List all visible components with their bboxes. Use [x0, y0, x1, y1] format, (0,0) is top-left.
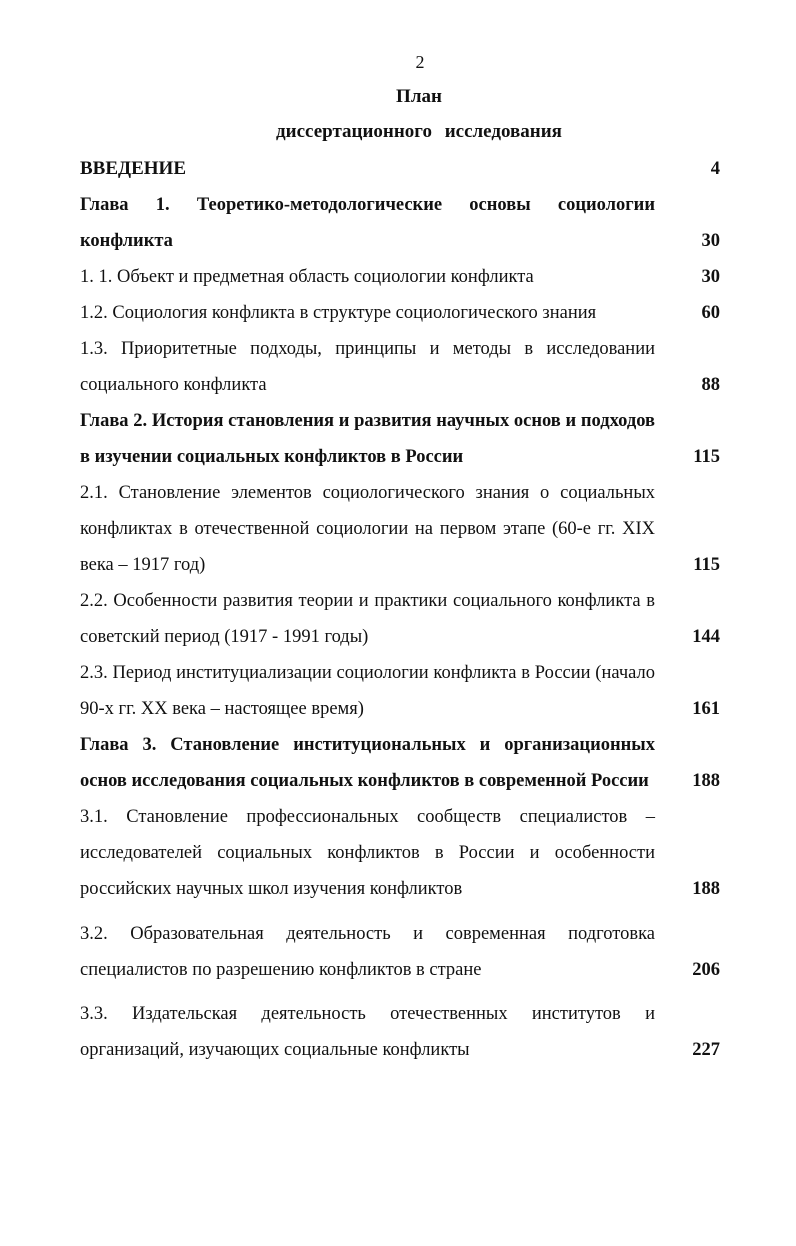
toc-entry-chapter-3 [80, 727, 720, 799]
toc-entry-page: 115 [693, 555, 720, 575]
toc-entry-page: 30 [701, 267, 720, 287]
toc-entry-page: 30 [701, 231, 720, 251]
toc-entry-page: 161 [692, 699, 720, 719]
toc-entry-section-1-2 [80, 295, 720, 331]
toc-entry-introduction [80, 151, 720, 187]
toc-entry-text: 3.2. Образовательная деятельность и современная подготовка специалистов по разрешению конфликтов в стране [80, 924, 655, 980]
toc-entry-text: Глава 3. Становление институциональных и организационных основ исследования социальных конфликтов в современной России [80, 735, 655, 791]
toc-entry-page: 188 [692, 771, 720, 791]
toc-entry-page: 60 [701, 303, 720, 323]
toc-entry-text: 1.2. Социология конфликта в структуре социологического знания [80, 303, 597, 323]
toc-entry-text: 2.2. Особенности развития теории и практики социального конфликта в советский период (1917 - 1991 годы) [80, 591, 655, 647]
toc-entry-text: ВВЕДЕНИЕ [80, 158, 186, 179]
toc-entry-chapter-2 [80, 403, 720, 475]
toc-entry-section-3-2 [80, 916, 720, 988]
toc-entry-section-2-3 [80, 655, 720, 727]
toc-entry-page: 115 [693, 447, 720, 467]
toc-entry-text: 2.3. Период институциализации социологии конфликта в России (начало 90-х гг. XX века – настоящее время) [80, 663, 655, 719]
toc-entry-page: 144 [692, 627, 720, 647]
toc-entry-section-1-3 [80, 331, 720, 403]
toc-entry-text: 1.3. Приоритетные подходы, принципы и методы в исследовании социального конфликта [80, 339, 655, 395]
page-number: 2 [415, 52, 425, 72]
toc-entry-section-2-2 [80, 583, 720, 655]
toc-entry-text: 2.1. Становление элементов социологического знания о социальных конфликтах в отечественной социологии на первом этапе (60-е гг. XIX века – 1917 год) [80, 483, 655, 575]
table-of-contents [80, 151, 720, 1068]
toc-entry-section-1-1 [80, 259, 720, 295]
toc-entry-page: 4 [710, 159, 720, 179]
plan-title: План [396, 86, 442, 107]
toc-entry-section-3-3 [80, 996, 720, 1068]
toc-entry-text: 1. 1. Объект и предметная область социологии конфликта [80, 267, 534, 287]
toc-entry-page: 227 [692, 1040, 720, 1060]
toc-entry-chapter-1 [80, 187, 720, 259]
toc-entry-page: 188 [692, 879, 720, 899]
toc-entry-text: Глава 1. Теоретико-методологические основы социологии конфликта [80, 195, 655, 251]
toc-entry-text: 3.3. Издательская деятельность отечественных институтов и организаций, изучающих социальные конфликты [80, 1004, 655, 1060]
toc-entry-section-2-1 [80, 475, 720, 583]
toc-entry-text: Глава 2. История становления и развития научных основ и подходов в изучении социальных конфликтов в России [80, 411, 655, 467]
plan-subtitle: диссертационного исследования [276, 121, 562, 142]
toc-entry-text: 3.1. Становление профессиональных сообществ специалистов – исследователей социальных конфликтов в России и особенности российских научных школ изучения конфликтов [80, 807, 655, 899]
toc-entry-section-3-1 [80, 799, 720, 907]
toc-entry-page: 88 [701, 375, 720, 395]
toc-entry-page: 206 [692, 960, 720, 980]
